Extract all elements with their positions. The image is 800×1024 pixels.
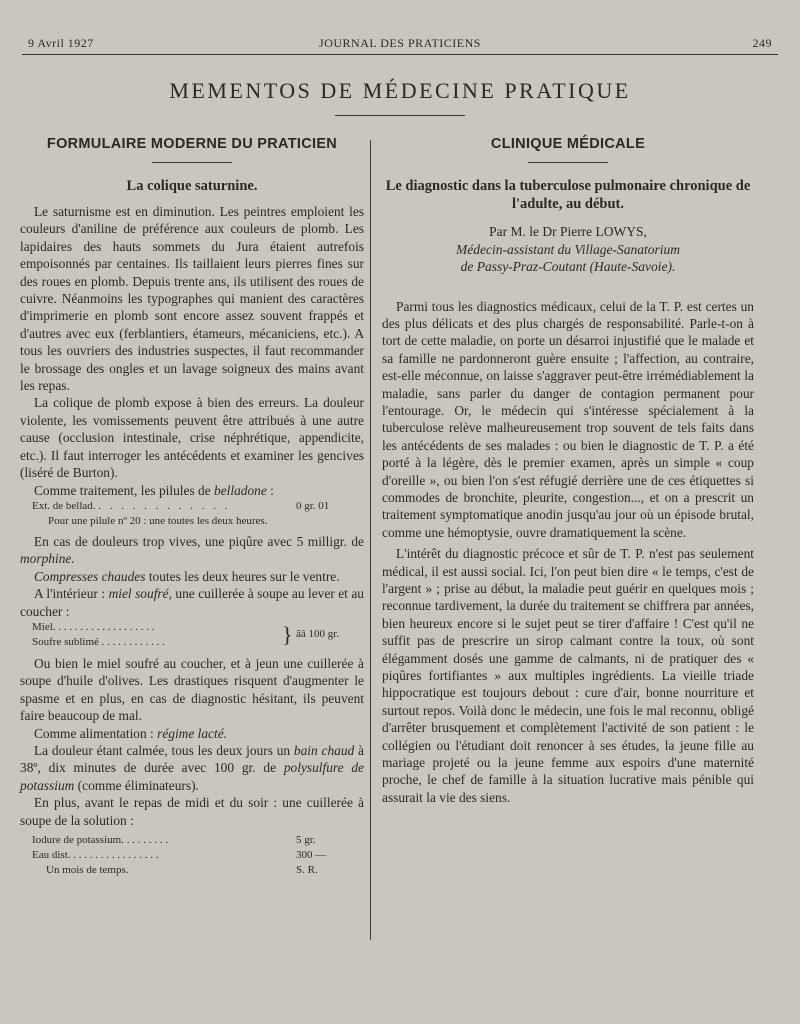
formula-item: Miel. . . . . . . . . . . . . . . . . . . [32,620,155,633]
formula-item: Eau dist. . . . . . . . . . . . . . . . . [32,849,159,861]
brace-glyph: } [282,621,293,647]
left-paragraph-3: Comme traitement, les pilules de belladone : [34,482,274,498]
left-section-title: FORMULAIRE MODERNE DU PRATICIEN [46,136,338,152]
formula-item: Ext. de bellad. . . . . . . . . . . . . [32,499,231,512]
page-title: MEMENTOS DE MÉDECINE PRATIQUE [169,78,631,103]
right-section-title: CLINIQUE MÉDICALE [490,136,646,152]
issue-date: 9 Avril 1927 [28,36,94,50]
header-rule [22,54,778,55]
left-paragraph-7: Ou bien le miel soufré au coucher, et à jeun une cuillerée à soupe d'huile d'olives. Les drastiques risquent d'augmenter le spasme et en plus, en cas de diagnostic hésitant, ils peuvent faire beaucoup de mal. [20,655,364,724]
signature-initials: S. R. [296,864,318,876]
left-column [20,134,364,878]
left-paragraph-9: La douleur étant calmée, tous les deux jours un bain chaud à 38º, dix minutes de durée avec 100 gr. de polysulfure de potassium (comme éliminateurs). [20,742,365,793]
right-column [382,134,754,806]
left-paragraph-1: Le saturnisme est en diminution. Les peintres emploient les couleurs d'aniline de préférence aux couleurs de plomb. Les lapidaires des hauts sommets du Jura étaient autrefois empoisonnés par centaines. Ils taillaient leurs pierres fines sur des roues en plomb. Depuis trente ans, ils utilisent des roues de cuivre. Néanmoins les typographes qui manient des caractères d'imprimerie en plomb sont encore assez souvent frappés et d'autres avec eux (ferblantiers, étameurs, mécaniciens, etc.). A tous les ouvriers des industries suspectes, il faut recommander le brossage des ongles et un lavage soigneux des mains avant les repas. [20,204,364,394]
title-rule [335,115,465,116]
right-article-title: Le diagnostic dans la tuberculose pulmonaire chronique de l'adulte, au début. [385,178,751,212]
left-paragraph-2: La colique de plomb expose à bien des erreurs. La douleur violente, les vomissements peuvent être attribués à une autre cause (occlusion intestinale, crise néphrétique, appendicite, etc.). Il faut interroger les antécédents et examiner les gencives (liséré de Burton). [20,395,364,481]
right-paragraph-2: L'intérêt du diagnostic précoce et sûr de T. P. n'est pas seulement médical, il est aussi social. Ici, l'on peut bien dire « le temps, c'est de l'argent » ; prise au début, la maladie peut guérir en quelques mois ; reconnue tardivement, la durée du traitement se chiffrera par années, bien heureux encore si le sujet peut se tirer d'affaire ! C'est qu'il ne suffit pas de prescrire un sirop calmant contre la toux, où sont élégamment dosés une gamme de calmants, ni de pratiquer des « piqûres fortifiantes » aux multiples ingrédients. La vieille triade hippocratique est toujours debout : cure d'air, bonne nourriture et surtout repos. Voilà donc le médecin, une fois le mal reconnu, obligé d'arrêter brusquement et complètement l'activité de son patient : le collégien ou l'étudiant doit renoncer à ses études, la jeune fille au mariage projeté ou la jeune femme aux espoirs d'une maternité proche, le chef de famille à la situation lucrative mais pénible qui assurait la vie des siens. [382,546,754,805]
formula-belladone [20,499,364,529]
left-paragraph-6: A l'intérieur : miel soufré, une cuillerée à soupe au lever et au coucher : [20,586,365,619]
formula-quantity: ââ 100 gr. [296,627,340,640]
journal-name: JOURNAL DES PRATICIENS [319,36,481,50]
running-head [28,36,772,54]
formula-iodure [20,833,364,878]
formula-quantity: 0 gr. 01 [296,499,330,512]
formula-quantity: 300 — [296,849,327,861]
left-paragraph-5: Compresses chaudes toutes les deux heures sur le ventre. [34,568,340,584]
right-paragraph-1: Parmi tous les diagnostics médicaux, celui de la T. P. est certes un des plus délicats et des plus chargés de responsabilité. Parle-t-on à tort de cette maladie, on porte un désarroi injustifié que le malade et sa famille ne pardonneront guère ensuite ; l'affection, au contraire, est-elle méconnue, on laisse s'aggraver peut-être irrémédiablement la maladie, sans parler du danger de contagion permanent pour l'entourage. Or, le médecin qui s'intéresse spécialement à la tuberculose relève malheureusement trop souvent de tels faits dans les antécédents de ses malades : ou bien le diagnostic de T. P. a été porté à la légère, dès le premier examen, après un simple « coup d'oreille », ou bien l'on s'est réfugié derrière une de ces étiquettes si commodes de bronchite, pleurite, congestion..., et on a prescrit un traitement symptomatique anodin jusqu'au jour où un épisode brutal, comme une hémoptysie, ouvre dramatiquement la scène. [382,298,754,540]
formula-miel-soufre [20,620,364,650]
left-article-title: La colique saturnine. [126,178,258,194]
author-affiliation-1: Médecin-assistant du Village-Sanatorium [456,241,680,257]
formula-quantity: 5 gr. [296,834,316,846]
article-author: Par M. le Dr Pierre LOWYS, [489,224,647,239]
column-divider [370,140,371,940]
formula-note: Pour une pilule nº 20 : une toutes les deux heures. [48,514,268,527]
left-paragraph-4: En cas de douleurs trop vives, une piqûre avec 5 milligr. de morphine. [20,533,364,567]
page-number: 249 [752,36,772,50]
formula-item: Iodure de potassium. . . . . . . . . [32,834,168,846]
left-paragraph-8: Comme alimentation : régime lacté. [34,725,228,741]
formula-item: Un mois de temps. [46,864,129,876]
left-paragraph-10: En plus, avant le repas de midi et du soir : une cuillerée à soupe de la solution : [20,795,364,828]
formula-item: Soufre sublimé . . . . . . . . . . . . [32,635,165,648]
author-affiliation-2: de Passy-Praz-Coutant (Haute-Savoie). [460,259,676,274]
